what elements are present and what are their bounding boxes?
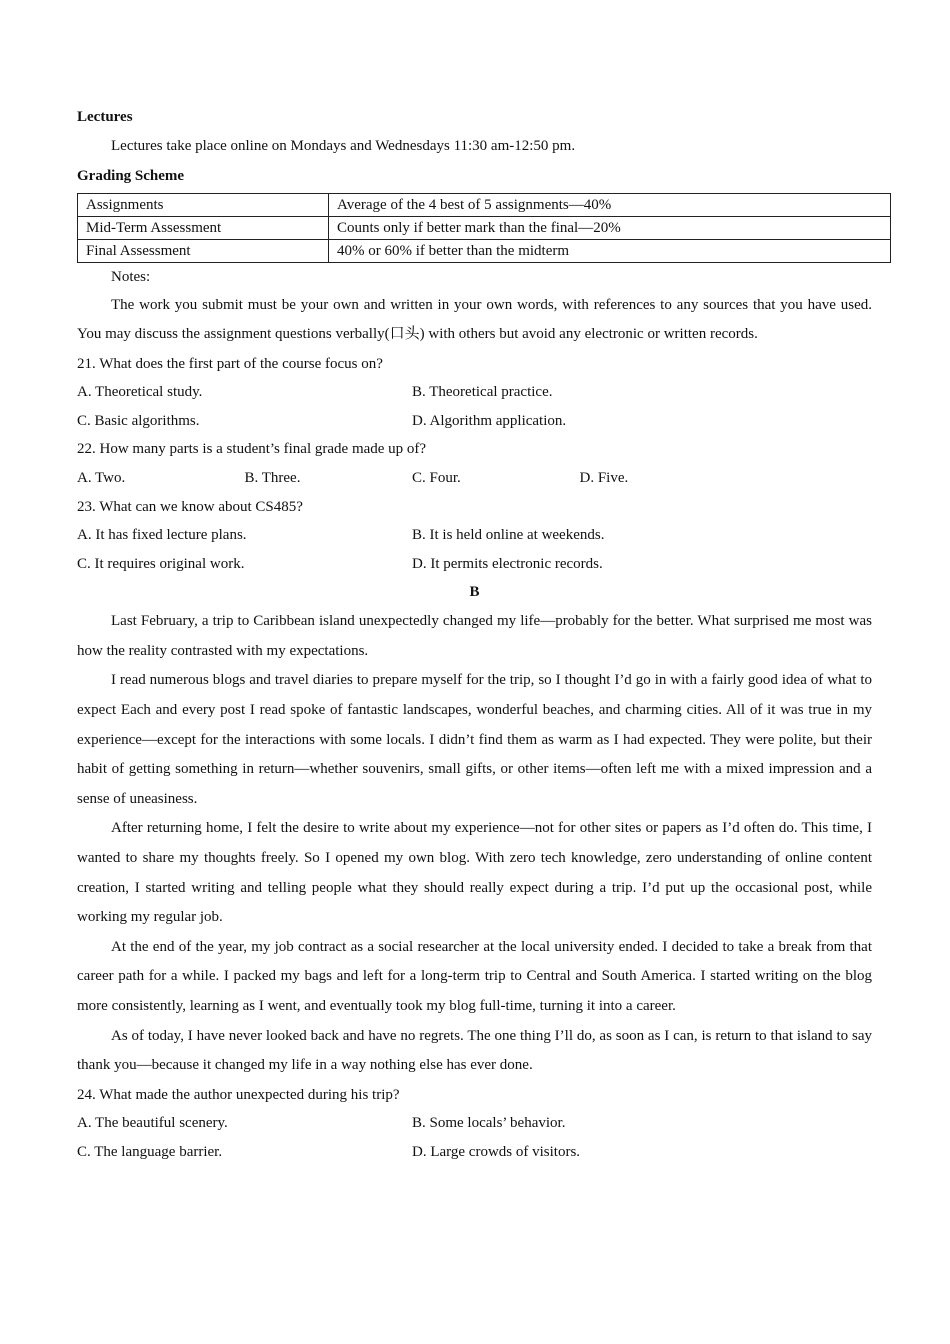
- option-c[interactable]: C. Basic algorithms.: [77, 412, 200, 429]
- lectures-text: Lectures take place online on Mondays and Wednesdays 11:30 am-12:50 pm.: [111, 138, 576, 154]
- passage-paragraph-1: Last February, a trip to Caribbean island unexpectedly changed my life—probably for the better. What surprised me most was how the reality contrasted with my expectations.: [77, 613, 872, 659]
- option-d[interactable]: D. Five.: [579, 469, 629, 486]
- exam-page: [77, 103, 872, 1166]
- notes-text: The work you submit must be your own and written in your own words, with references to any sources that you have used. You may discuss the assignment questions verbally(口头) with others but avoid any electronic or written records.: [77, 296, 872, 343]
- question-23-options-row2: [77, 550, 872, 579]
- grading-heading: Grading Scheme: [77, 167, 185, 184]
- grading-detail: 40% or 60% if better than the midterm: [329, 239, 891, 262]
- table-row: [78, 193, 891, 216]
- option-d[interactable]: D. Algorithm application.: [412, 412, 567, 429]
- grading-table: [77, 193, 891, 263]
- grading-detail: Average of the 4 best of 5 assignments—40%: [329, 193, 891, 216]
- question-21-options-row1: [77, 378, 872, 407]
- option-b[interactable]: B. Theoretical practice.: [412, 384, 553, 401]
- question-23-options-row1: [77, 521, 872, 550]
- grading-item: Assignments: [78, 193, 329, 216]
- passage-paragraph-4: At the end of the year, my job contract as a social researcher at the local university ended. I decided to take a break from that career path for a while. I packed my bags and left for a long-term trip to Central and South America. I started writing on the blog more consistently, learning as I went, and eventually took my blog full-time, turning it into a career.: [77, 938, 872, 1014]
- option-b[interactable]: B. It is held online at weekends.: [412, 527, 605, 544]
- table-row: [78, 239, 891, 262]
- lectures-heading: Lectures: [77, 109, 133, 125]
- option-b[interactable]: B. Some locals’ behavior.: [412, 1115, 566, 1132]
- grading-item: Final Assessment: [78, 239, 329, 262]
- option-a[interactable]: A. It has fixed lecture plans.: [77, 527, 247, 544]
- grading-item: Mid-Term Assessment: [78, 216, 329, 239]
- option-a[interactable]: A. The beautiful scenery.: [77, 1115, 228, 1132]
- passage-paragraph-5: As of today, I have never looked back and have no regrets. The one thing I’ll do, as soon as I can, is return to that island to say thank you—because it changed my life in a way nothing else has ever done.: [77, 1027, 872, 1074]
- option-b[interactable]: B. Three.: [244, 469, 301, 486]
- option-a[interactable]: A. Two.: [77, 469, 126, 486]
- question-22-options: [77, 464, 872, 493]
- table-row: [78, 216, 891, 239]
- question-24-options-row1: [77, 1109, 872, 1138]
- question-21-stem: 21. What does the first part of the course focus on?: [77, 355, 383, 372]
- option-d[interactable]: D. It permits electronic records.: [412, 555, 603, 572]
- question-24-stem: 24. What made the author unexpected during his trip?: [77, 1086, 400, 1103]
- grading-detail: Counts only if better mark than the final—20%: [329, 216, 891, 239]
- option-c[interactable]: C. The language barrier.: [77, 1143, 223, 1160]
- option-a[interactable]: A. Theoretical study.: [77, 384, 203, 401]
- option-c[interactable]: C. It requires original work.: [77, 555, 245, 572]
- passage-paragraph-3: After returning home, I felt the desire to write about my experience—not for other sites or papers as I’d often do. This time, I wanted to share my thoughts freely. So I opened my own blog. With zero tech knowledge, zero understanding of online content creation, I started writing and telling people what they should really expect during a trip. I’d put up the occasional post, while working my regular job.: [77, 820, 872, 926]
- question-22-stem: 22. How many parts is a student’s final grade made up of?: [77, 441, 427, 458]
- section-b-label: B: [469, 584, 480, 601]
- question-23-stem: 23. What can we know about CS485?: [77, 498, 303, 515]
- passage-paragraph-2: I read numerous blogs and travel diaries to prepare myself for the trip, so I thought I’d go in with a fairly good idea of what to expect Each and every post I read spoke of fantastic landscapes, wonderful beaches, and charming cities. All of it was true in my experience—except for the interactions with some locals. I didn’t find them as warm as I had expected. They were polite, but their habit of getting something in return—whether souvenirs, small gifts, or other items—often left me with a mixed impression and a sense of uneasiness.: [77, 672, 872, 807]
- question-21-options-row2: [77, 407, 872, 436]
- notes-label: Notes:: [111, 268, 151, 285]
- option-c[interactable]: C. Four.: [412, 469, 461, 486]
- option-d[interactable]: D. Large crowds of visitors.: [412, 1143, 581, 1160]
- question-24-options-row2: [77, 1138, 872, 1167]
